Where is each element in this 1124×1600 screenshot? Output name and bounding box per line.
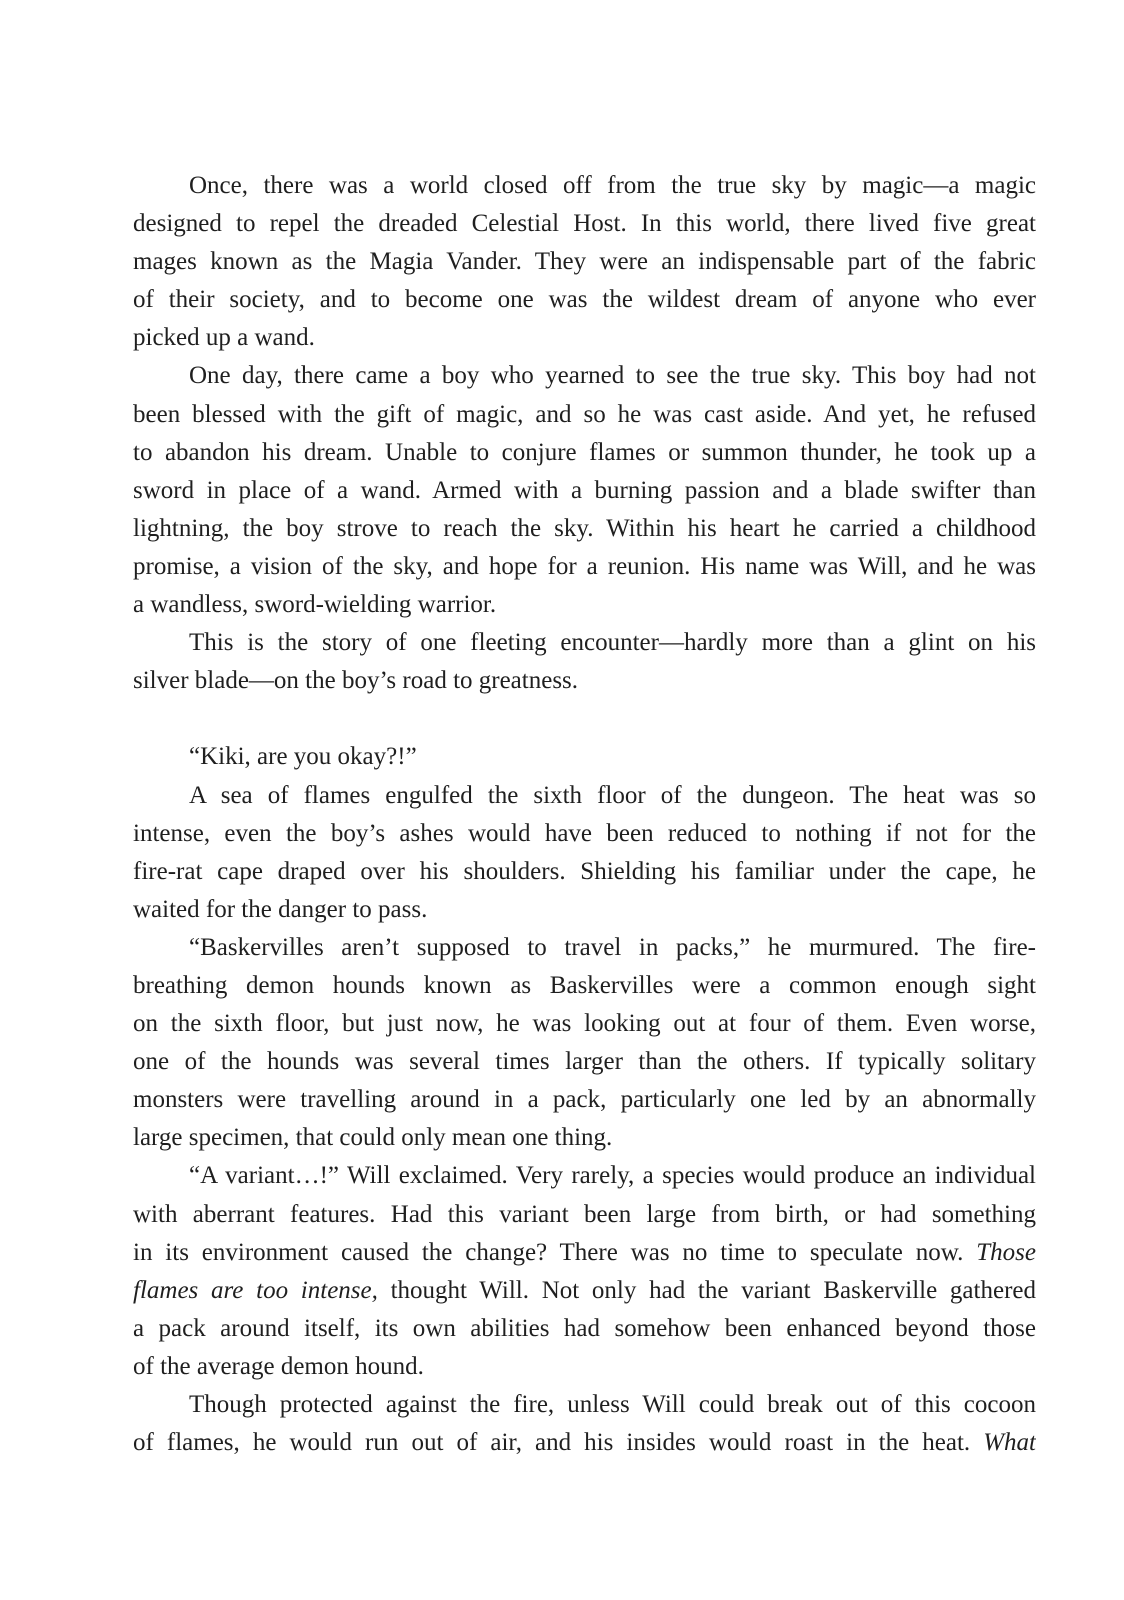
text-run: mages known as the Magia Vander. They were an indispensable part of the fabric bbox=[133, 248, 1036, 276]
text-run: picked up a wand. bbox=[133, 324, 315, 352]
text-run: “Baskervilles aren’t supposed to travel in packs,” he murmured. The fire- bbox=[189, 933, 1036, 961]
text-run: large specimen, that could only mean one thing. bbox=[133, 1124, 613, 1152]
paragraph-break bbox=[133, 700, 1036, 738]
text-line bbox=[133, 281, 1036, 319]
italic-text-run: flames are too intense, bbox=[133, 1276, 378, 1304]
text-line bbox=[133, 1196, 1036, 1234]
text-run: intense, even the boy’s ashes would have been reduced to nothing if not for the bbox=[133, 819, 1036, 847]
paragraph bbox=[133, 929, 1036, 1158]
text-line bbox=[133, 1081, 1036, 1119]
text-line bbox=[133, 1272, 1036, 1310]
text-line bbox=[133, 777, 1036, 815]
text-line bbox=[133, 1386, 1036, 1424]
text-line bbox=[133, 357, 1036, 395]
text-run: Once, there was a world closed off from the true sky by magic—a magic bbox=[189, 172, 1036, 199]
italic-text-run: Those bbox=[976, 1238, 1036, 1266]
text-run: waited for the danger to pass. bbox=[133, 895, 428, 923]
text-run: a pack around itself, its own abilities had somehow been enhanced beyond those bbox=[133, 1314, 1036, 1342]
text-line bbox=[133, 1424, 1036, 1462]
text-line bbox=[133, 1005, 1036, 1043]
text-run: monsters were travelling around in a pack, particularly one led by an abnormally bbox=[133, 1086, 1036, 1114]
text-run: of flames, he would run out of air, and his insides would roast in the heat. bbox=[133, 1429, 984, 1457]
text-line bbox=[133, 929, 1036, 967]
text-run: thought Will. Not only had the variant Baskerville gathered bbox=[377, 1276, 1036, 1304]
text-line bbox=[133, 662, 1036, 700]
text-line bbox=[133, 967, 1036, 1005]
text-run: lightning, the boy strove to reach the sky. Within his heart he carried a childhood bbox=[133, 514, 1036, 542]
text-line bbox=[133, 891, 1036, 929]
text-line bbox=[133, 853, 1036, 891]
paragraph bbox=[133, 167, 1036, 357]
text-run: This is the story of one fleeting encounter—hardly more than a glint on his bbox=[189, 629, 1036, 657]
paragraph bbox=[133, 624, 1036, 700]
text-run: a wandless, sword-wielding warrior. bbox=[133, 591, 497, 619]
text-line bbox=[133, 1348, 1036, 1386]
paragraph bbox=[133, 357, 1036, 624]
text-line bbox=[133, 548, 1036, 586]
paragraph bbox=[133, 777, 1036, 929]
italic-text-run: What bbox=[983, 1429, 1036, 1457]
text-run: in its environment caused the change? There was no time to speculate now. bbox=[133, 1238, 977, 1266]
text-run: One day, there came a boy who yearned to see the true sky. This boy had not bbox=[189, 362, 1036, 390]
text-line bbox=[133, 205, 1036, 243]
text-line bbox=[133, 167, 1036, 205]
text-run: sword in place of a wand. Armed with a burning passion and a blade swifter than bbox=[133, 476, 1036, 504]
text-run: one of the hounds was several times larger than the others. If typically solitary bbox=[133, 1048, 1036, 1076]
text-line bbox=[133, 472, 1036, 510]
text-line bbox=[133, 815, 1036, 853]
body-text bbox=[133, 167, 1036, 1462]
text-run: with aberrant features. Had this variant been large from birth, or had something bbox=[133, 1200, 1036, 1228]
paragraph bbox=[133, 1386, 1036, 1462]
text-line bbox=[133, 434, 1036, 472]
text-run: breathing demon hounds known as Baskervilles were a common enough sight bbox=[133, 971, 1036, 999]
text-line bbox=[133, 1310, 1036, 1348]
text-line bbox=[133, 1043, 1036, 1081]
text-line bbox=[133, 1157, 1036, 1195]
text-run: silver blade—on the boy’s road to greatness. bbox=[133, 667, 579, 695]
text-line bbox=[133, 624, 1036, 662]
text-run: been blessed with the gift of magic, and so he was cast aside. And yet, he refused bbox=[133, 400, 1036, 428]
text-line bbox=[133, 586, 1036, 624]
text-run: “Kiki, are you okay?!” bbox=[189, 743, 417, 771]
text-run: A sea of flames engulfed the sixth floor of the dungeon. The heat was so bbox=[189, 781, 1036, 809]
text-line bbox=[133, 1234, 1036, 1272]
text-run: of their society, and to become one was the wildest dream of anyone who ever bbox=[133, 286, 1036, 314]
text-line bbox=[133, 243, 1036, 281]
text-line bbox=[133, 738, 1036, 776]
text-line bbox=[133, 396, 1036, 434]
paragraph bbox=[133, 738, 1036, 776]
text-run: fire-rat cape draped over his shoulders. Shielding his familiar under the cape, he bbox=[133, 857, 1036, 885]
text-run: promise, a vision of the sky, and hope for a reunion. His name was Will, and he was bbox=[133, 552, 1036, 580]
text-run: to abandon his dream. Unable to conjure flames or summon thunder, he took up a bbox=[133, 438, 1036, 466]
text-line bbox=[133, 319, 1036, 357]
paragraph bbox=[133, 1157, 1036, 1386]
text-run: Though protected against the fire, unless Will could break out of this cocoon bbox=[189, 1391, 1036, 1418]
text-run: designed to repel the dreaded Celestial Host. In this world, there lived five great bbox=[133, 210, 1036, 238]
text-run: of the average demon hound. bbox=[133, 1352, 424, 1380]
text-run: “A variant…!” Will exclaimed. Very rarely, a species would produce an individual bbox=[189, 1162, 1036, 1190]
text-run: on the sixth floor, but just now, he was looking out at four of them. Even worse, bbox=[133, 1010, 1036, 1038]
text-line bbox=[133, 510, 1036, 548]
text-line bbox=[133, 1119, 1036, 1157]
